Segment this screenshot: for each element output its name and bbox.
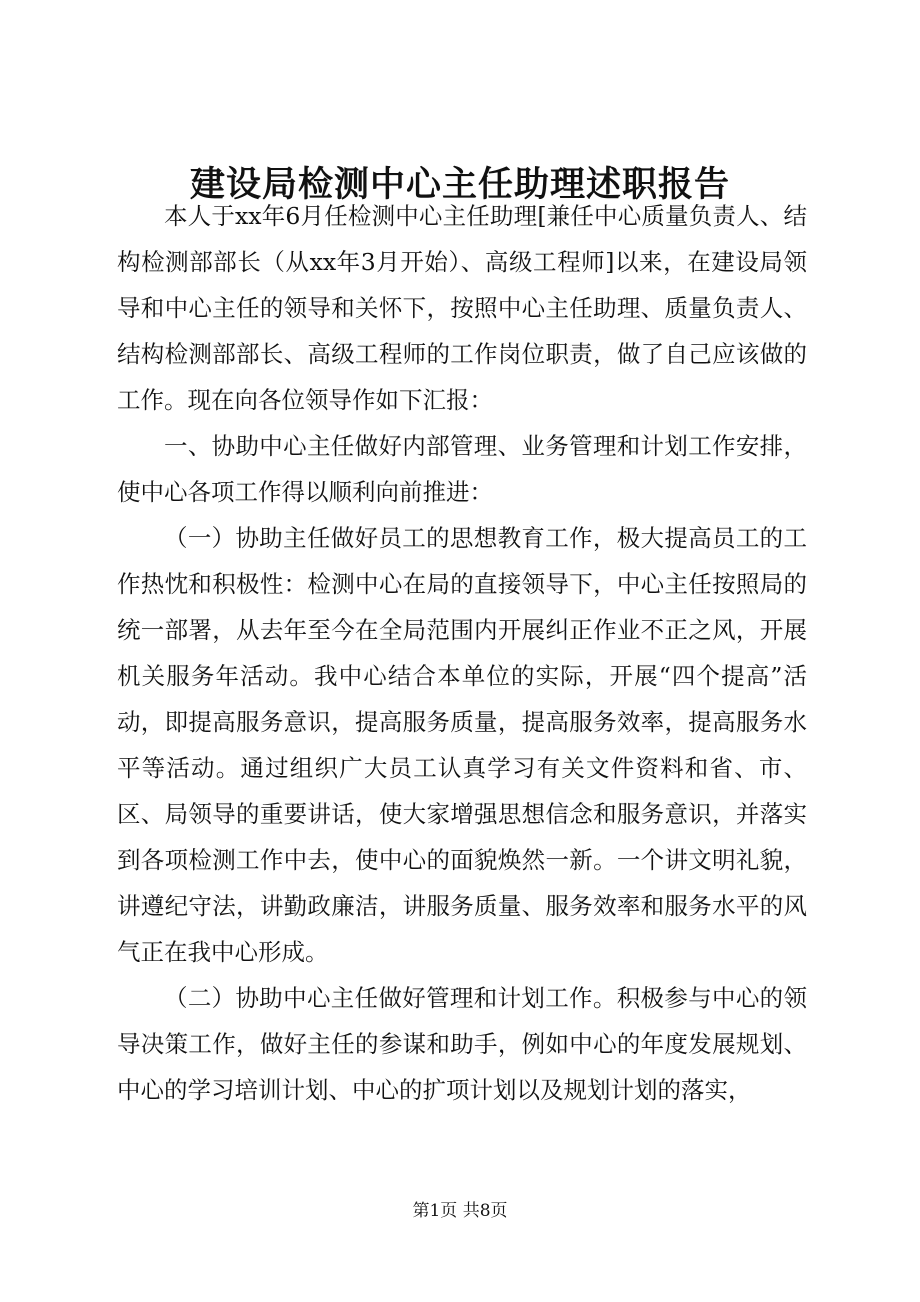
paragraph: （一）协助主任做好员工的思想教育工作，极大提高员工的工作热忱和积极性：检测中心在局的直接领导下，中心主任按照局的统一部署，从去年至今在全局范围内开展纠正作业不正之风，开展机关服务年活动。我中心结合本单位的实际，开展“四个提高”活动，即提高服务意识，提高服务质量，提高服务效率，提高服务水平等活动。通过组织广大员工认真学习有关文件资料和省、市、区、局领导的重要讲话，使大家增强思想信念和服务意识，并落实到各项检测工作中去，使中心的面貌焕然一新。一个讲文明礼貌，讲遵纪守法，讲勤政廉洁，讲服务质量、服务效率和服务水平的风气正在我中心形成。	[117, 524, 807, 966]
paragraph: （二）协助中心主任做好管理和计划工作。积极参与中心的领导决策工作，做好主任的参谋和助手，例如中心的年度发展规划、中心的学习培训计划、中心的扩项计划以及规划计划的落实，	[117, 984, 807, 1104]
document-title: 建设局检测中心主任助理述职报告	[189, 164, 730, 205]
document-body	[117, 193, 807, 1113]
paragraph: 本人于xx年6月任检测中心主任助理[兼任中心质量负责人、结构检测部部长（从xx年3月开始）、高级工程师]以来，在建设局领导和中心主任的领导和关怀下，按照中心主任助理、质量负责人、结构检测部部长、高级工程师的工作岗位职责，做了自己应该做的工作。现在向各位领导作如下汇报：	[117, 202, 807, 414]
page-number: 第1页 共8页	[412, 1201, 508, 1221]
paragraph: 一、协助中心主任做好内部管理、业务管理和计划工作安排，使中心各项工作得以顺利向前推进：	[117, 432, 807, 506]
